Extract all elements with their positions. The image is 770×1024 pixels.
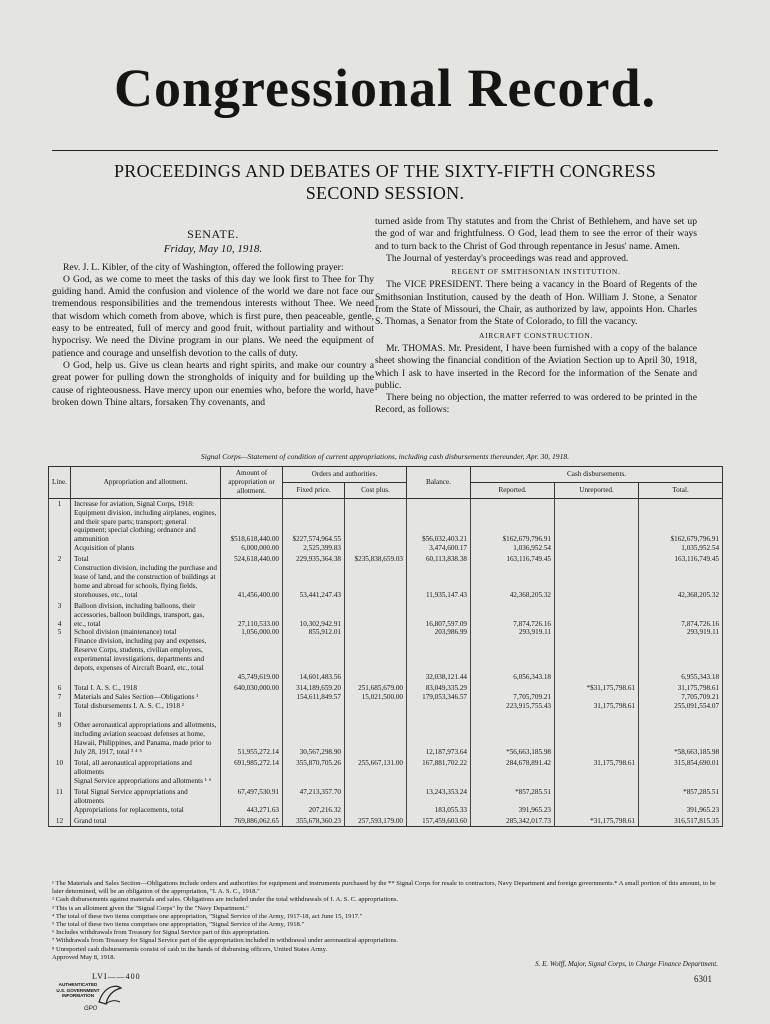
signature: S. E. Wolff, Major, Signal Corps, in Charge Finance Department. bbox=[535, 960, 718, 968]
cell-reported: $162,679,796.91 1,036,952.54 bbox=[471, 498, 555, 554]
cell-cost: 257,593,179.00 bbox=[345, 816, 407, 827]
cell-balance: 60,113,838.38 11,935,147.43 bbox=[407, 554, 471, 601]
cell-desc: Total Construction division, including the purchase and lease of land, and the construction of buildings at home and abroad for schools, flying fields, storehouses, etc., total bbox=[71, 554, 221, 601]
footnote: ² Cash disbursements against materials and sales. Obligations are included under the total withdrawals of I. A. S. C. appropriations. bbox=[52, 896, 399, 904]
cell-desc: Balloon division, including balloons, their accessories, balloon buildings, transport, gas, etc., total School division (maintenance) total Finance division, including pay and expenses, Reserve Corps, students, civilian employees, experimental investigations, departments and depots, expenses of Aircraft Board, etc., total bbox=[71, 601, 221, 683]
cell-balance: 12,187,973.64 bbox=[407, 720, 471, 758]
cell-fixed: $227,574,964.55 2,525,399.83 bbox=[283, 498, 345, 554]
seal-text: AUTHENTICATED U.S. GOVERNMENT INFORMATION bbox=[56, 982, 100, 999]
table-row bbox=[49, 683, 723, 721]
cell-balance: 157,459,603.60 bbox=[407, 816, 471, 827]
cell-fixed: 355,678,360.23 bbox=[283, 816, 345, 827]
cell-fixed: 30,567,298.90 bbox=[283, 720, 345, 758]
header-cost: Cost plus. bbox=[345, 482, 407, 498]
cell-reported: 163,116,749.45 42,368,205.32 bbox=[471, 554, 555, 601]
proceedings-line-1: PROCEEDINGS AND DEBATES OF THE SIXTY-FIFTH CONGRESS bbox=[113, 161, 657, 181]
cell-total: *857,285.51 391,965.23 bbox=[639, 787, 723, 816]
cell-line: 10 bbox=[49, 758, 71, 787]
cell-balance: 13,243,353.24 183,055.33 bbox=[407, 787, 471, 816]
cell-balance: $56,032,403.21 3,474,600.17 bbox=[407, 498, 471, 554]
cell-cost: 251,685,679.00 15,021,500.00 bbox=[345, 683, 407, 721]
cell-desc: Grand total bbox=[71, 816, 221, 827]
cell-cost: $235,838,659.03 bbox=[345, 554, 407, 601]
table-row bbox=[49, 758, 723, 787]
cell-fixed: 355,870,705.26 bbox=[283, 758, 345, 787]
approval-line: Approved May 8, 1918. bbox=[52, 953, 116, 961]
cell-line: 2 bbox=[49, 554, 71, 601]
cell-total: 7,874,726.16 293,919.11 6,955,343.18 bbox=[639, 601, 723, 683]
cell-line: 6 7 8 bbox=[49, 683, 71, 721]
cell-total: 31,175,798.61 7,705,709.21 255,091,554.07 bbox=[639, 683, 723, 721]
cell-amount: $518,618,440.00 6,000,000.00 bbox=[221, 498, 283, 554]
table-row bbox=[49, 498, 723, 554]
cell-amount: 27,110,533.00 1,056,000.00 45,749,619.00 bbox=[221, 601, 283, 683]
cell-cost bbox=[345, 787, 407, 816]
footnote: ⁷ Withdrawals from Treasury for Signal Service part of the appropriation included in withdrawal under aeronautical appropriations. bbox=[52, 937, 398, 945]
cell-fixed: 10,302,942.91 855,912.01 14,601,483.56 bbox=[283, 601, 345, 683]
header-orders: Orders and authorities. bbox=[283, 467, 407, 483]
cell-line: 3 4 5 bbox=[49, 601, 71, 683]
cell-fixed: 314,189,659.20 154,611,849.57 bbox=[283, 683, 345, 721]
cell-line: 1 bbox=[49, 498, 71, 554]
proceedings-heading bbox=[0, 160, 770, 204]
subhead-aircraft: AIRCRAFT CONSTRUCTION. bbox=[478, 330, 594, 340]
no-objection-paragraph: There being no objection, the matter referred to was ordered to be printed in the Record, as follows: bbox=[375, 392, 697, 416]
cell-line: 12 bbox=[49, 816, 71, 827]
footnotes bbox=[52, 880, 718, 962]
table-row bbox=[49, 720, 723, 758]
footnote: ⁵ The total of these two items comprises one appropriation, "Signal Service of the Army, 1918." bbox=[52, 921, 305, 929]
header-balance: Balance. bbox=[407, 467, 471, 499]
table-row bbox=[49, 816, 723, 827]
cell-unreported bbox=[555, 498, 639, 554]
subhead-regent: REGENT OF SMITHSONIAN INSTITUTION. bbox=[451, 267, 621, 277]
table-row bbox=[49, 554, 723, 601]
seal-gpo-label: GPO bbox=[84, 1006, 98, 1012]
cell-total: $162,679,796.91 1,035,952.54 bbox=[639, 498, 723, 554]
header-reported: Reported. bbox=[471, 482, 555, 498]
cell-line: 9 bbox=[49, 720, 71, 758]
journal-approved: The Journal of yesterday's proceedings was read and approved. bbox=[386, 252, 629, 264]
cell-reported: *857,285.51 391,965.23 bbox=[471, 787, 555, 816]
thomas-paragraph: Mr. THOMAS. Mr. President, I have been furnished with a copy of the balance sheet showing the financial condition of the Aviation Section up to April 30, 1918, which I ask to have inserted in the Record for the information of the Senate and public. bbox=[375, 342, 697, 391]
cell-unreported bbox=[555, 787, 639, 816]
senate-heading: SENATE. bbox=[187, 227, 239, 241]
cell-reported: 285,342,017.73 bbox=[471, 816, 555, 827]
cell-cost: 255,667,131.00 bbox=[345, 758, 407, 787]
cell-reported: 7,874,726.16 293,919.11 6,056,343.18 bbox=[471, 601, 555, 683]
cell-balance: 16,807,597.09 203,986.99 32,038,121.44 bbox=[407, 601, 471, 683]
gpo-authentication-seal bbox=[50, 982, 112, 1012]
cell-reported: 284,678,891.42 bbox=[471, 758, 555, 787]
right-column bbox=[375, 216, 697, 417]
masthead-title: Congressional Record. bbox=[114, 58, 656, 118]
header-line: Line. bbox=[49, 467, 71, 499]
cell-amount: 524,618,440.00 41,456,400.00 bbox=[221, 554, 283, 601]
paragraph: Rev. J. L. Kibler, of the city of Washington, offered the following prayer: bbox=[63, 261, 344, 273]
cell-unreported bbox=[555, 554, 639, 601]
cell-total: 316,517,815.35 bbox=[639, 816, 723, 827]
footnote: ⁴ The total of these two items comprises one appropriation, "Signal Service of the Army, 1917-18, act June 15, 1917." bbox=[52, 912, 363, 920]
table-caption: Signal Corps—Statement of condition of current appropriations, including cash disbursements thereunder, Apr. 30, 1918. bbox=[200, 452, 570, 461]
vice-president-paragraph: The VICE PRESIDENT. There being a vacancy in the Board of Regents of the Smithsonian Institution, caused by the death of Hon. William J. Stone, a Senator from the State of Missouri, the Chair, as authorized by law, appoints Hon. Charles S. Thomas, a Senator from the State of Colorado, to fill the vacancy. bbox=[375, 279, 697, 328]
header-appropriation: Appropriation and allotment. bbox=[71, 467, 221, 499]
cell-line: 11 bbox=[49, 787, 71, 816]
cell-desc: Total Signal Service appropriations and allotments Appropriations for replacements, total bbox=[71, 787, 221, 816]
cell-amount: 640,030,000.00 bbox=[221, 683, 283, 721]
cell-desc: Increase for aviation, Signal Corps, 1918: Equipment division, including airplanes, engines, and their spare parts; transport; general equipment; special clothing; ordnance and ammunition Acquisition of plants bbox=[71, 498, 221, 554]
cell-desc: Total, all aeronautical appropriations and allotments Signal Service appropriations and allotments ¹ ⁶ bbox=[71, 758, 221, 787]
table-row bbox=[49, 601, 723, 683]
eagle-icon bbox=[96, 982, 124, 1008]
page-number: 6301 bbox=[694, 974, 712, 984]
cell-amount: 67,497,530.91 443,271.63 bbox=[221, 787, 283, 816]
cell-fixed: 47,213,357.70 207,216.32 bbox=[283, 787, 345, 816]
signal-corps-statement-table bbox=[48, 466, 723, 827]
cell-reported: *56,663,185.98 bbox=[471, 720, 555, 758]
header-unreported: Unreported. bbox=[555, 482, 639, 498]
cell-amount: 691,985,272.14 bbox=[221, 758, 283, 787]
footnote: ⁸ Unreported cash disbursements consist of cash in the hands of disbursing officers, United States Army. bbox=[52, 945, 328, 953]
session-date: Friday, May 10, 1918. bbox=[163, 243, 263, 256]
header-cash: Cash disbursements. bbox=[471, 467, 723, 483]
cell-cost bbox=[345, 498, 407, 554]
footnote: ³ This is an allotment given the "Signal Corps" by the "Navy Department." bbox=[52, 904, 249, 912]
cell-balance: 83,049,335.29 179,053,346.57 bbox=[407, 683, 471, 721]
cell-reported: 7,705,709.21 223,915,755.43 bbox=[471, 683, 555, 721]
cell-cost bbox=[345, 720, 407, 758]
prayer-paragraph: O God, as we come to meet the tasks of this day we look first to Thee for Thy guiding hand. Amid the confusion and violence of the world we dare not face our tremendous responsibilities and the tremendous interests without Thee. We need that wisdom which cometh from above, which is first pure, then peaceable, gentle, easy to be entreated, full of mercy and good fruit, without partiality and without hypocrisy. We need the Divine program in our plans. We need the equipment of patience and courage and unselfish devotion to the calls of duty. bbox=[52, 273, 374, 359]
left-column bbox=[52, 216, 374, 409]
header-fixed: Fixed price. bbox=[283, 482, 345, 498]
cell-amount: 51,955,272.14 bbox=[221, 720, 283, 758]
header-total: Total. bbox=[639, 482, 723, 498]
prayer-continuation: turned aside from Thy statutes and from the Christ of Bethlehem, and have set up the god of war and frightfulness. O God, lead them to see the error of their ways and to turn back to the Christ of God through repentance in Jesus' name. Amen. bbox=[375, 216, 697, 252]
folio-mark: LVI——400 bbox=[92, 972, 141, 981]
cell-unreported: 31,175,798.61 bbox=[555, 758, 639, 787]
cell-unreported bbox=[555, 720, 639, 758]
cell-desc: Total I. A. S. C., 1918 Materials and Sales Section—Obligations ¹ Total disbursements I. A. S. C., 1918 ² bbox=[71, 683, 221, 721]
cell-amount: 769,886,062.65 bbox=[221, 816, 283, 827]
header-amount: Amount of appropriation or allotment. bbox=[221, 467, 283, 499]
cell-total: 163,116,749.45 42,368,205.32 bbox=[639, 554, 723, 601]
footnote: ⁶ Includes withdrawals from Treasury for Signal Service part of this appropriation. bbox=[52, 929, 270, 937]
table-row bbox=[49, 787, 723, 816]
cell-total: 315,854,690.01 bbox=[639, 758, 723, 787]
cell-unreported: *$31,175,798.61 31,175,798.61 bbox=[555, 683, 639, 721]
proceedings-line-2: SECOND SESSION. bbox=[305, 183, 465, 203]
cell-unreported bbox=[555, 601, 639, 683]
masthead-rule bbox=[52, 150, 718, 151]
footnote: ¹ The Materials and Sales Section—Obligations include orders and authorities for equipment and instruments purchased by the ** Signal Corps for resale to contractors, Navy Department and foreign governments.* A small portion of this amount, to be later determined, will be an obligation of the appropriation, "I. A. S. C., 1918." bbox=[52, 880, 716, 896]
prayer-paragraph: O God, help us. Give us clean hearts and right spirits, and make our country a great power for pulling down the strongholds of iniquity and for building up the cause of righteousness. Have mercy upon our enemies who, before the world, have broken down Thine altars, forsaken Thy covenants, and bbox=[52, 359, 374, 408]
cell-cost bbox=[345, 601, 407, 683]
cell-unreported: *31,175,798.61 bbox=[555, 816, 639, 827]
cell-balance: 167,881,702.22 bbox=[407, 758, 471, 787]
cell-desc: Other aeronautical appropriations and allotments, including aviation seacoast defenses at home, Hawaii, Philippines, and Panama, made prior to July 28, 1917, total ³ ⁴ ⁵ bbox=[71, 720, 221, 758]
cell-fixed: 229,935,364.38 53,441,247.43 bbox=[283, 554, 345, 601]
cell-total: *58,663,185.98 bbox=[639, 720, 723, 758]
